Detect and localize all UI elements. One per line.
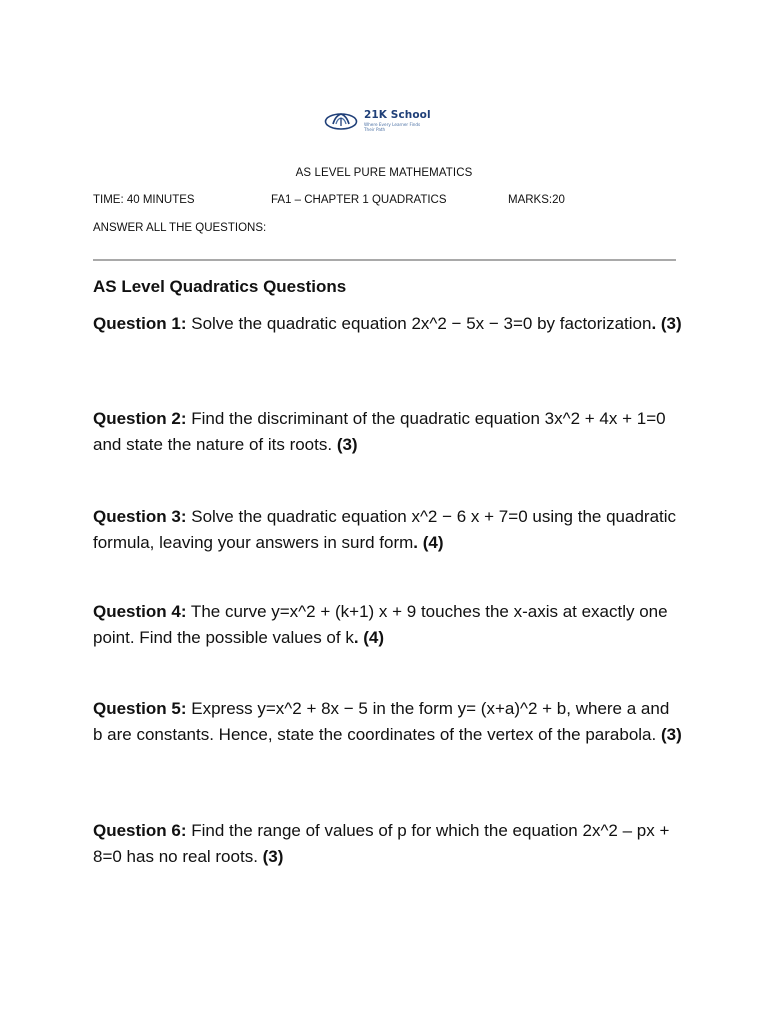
question-6 [93,818,683,870]
school-logo-icon [324,109,358,133]
question-3 [93,504,683,556]
exam-meta-row [93,194,693,210]
question-label: Question 5: [93,699,187,718]
question-label: Question 2: [93,409,187,428]
question-label: Question 4: [93,602,187,621]
exam-chapter: FA1 – CHAPTER 1 QUADRATICS [271,194,447,206]
question-2 [93,406,683,458]
exam-marks: MARKS:20 [508,194,565,206]
logo-name: 21K School [364,108,431,121]
question-label: Question 6: [93,821,187,840]
header-divider [93,259,676,261]
question-marks: (3) [336,435,358,454]
exam-time: TIME: 40 MINUTES [93,194,195,206]
question-5 [93,696,683,748]
question-text: Solve the quadratic equation x^2 − 6 x + 7=0 using the quadratic formula, leaving your answers in surd form [93,507,677,552]
section-heading: AS Level Quadratics Questions [93,277,347,296]
question-marks: . (4) [413,533,444,552]
question-1 [93,311,683,337]
question-marks: (3) [262,847,284,866]
question-4 [93,599,683,651]
question-text: The curve y=x^2 + (k+1) x + 9 touches the x-axis at exactly one point. Find the possible values of k [93,602,668,647]
question-text: Find the range of values of p for which the equation 2x^2 – px + 8=0 has no real roots. [93,821,670,866]
question-marks: (3) [660,725,682,744]
question-text: Solve the quadratic equation 2x^2 − 5x − 3=0 by factorization [186,314,652,333]
question-text: Find the discriminant of the quadratic equation 3x^2 + 4x + 1=0 and state the nature of its roots. [93,409,666,454]
question-label: Question 1: [93,314,187,333]
question-marks: . (4) [353,628,385,647]
question-text: Express y=x^2 + 8x − 5 in the form y= (x+a)^2 + b, where a and b are constants. Hence, state the coordinates of the vertex of the parabola. [93,699,670,744]
logo-tagline: Where Every Learner Finds Their Path [364,121,421,132]
question-label: Question 3: [93,507,187,526]
subject-title: AS LEVEL PURE MATHEMATICS [295,167,473,179]
exam-instruction: ANSWER ALL THE QUESTIONS: [93,222,267,234]
logo-text [364,110,431,133]
school-logo [324,106,450,136]
question-marks: . (3) [651,314,682,333]
